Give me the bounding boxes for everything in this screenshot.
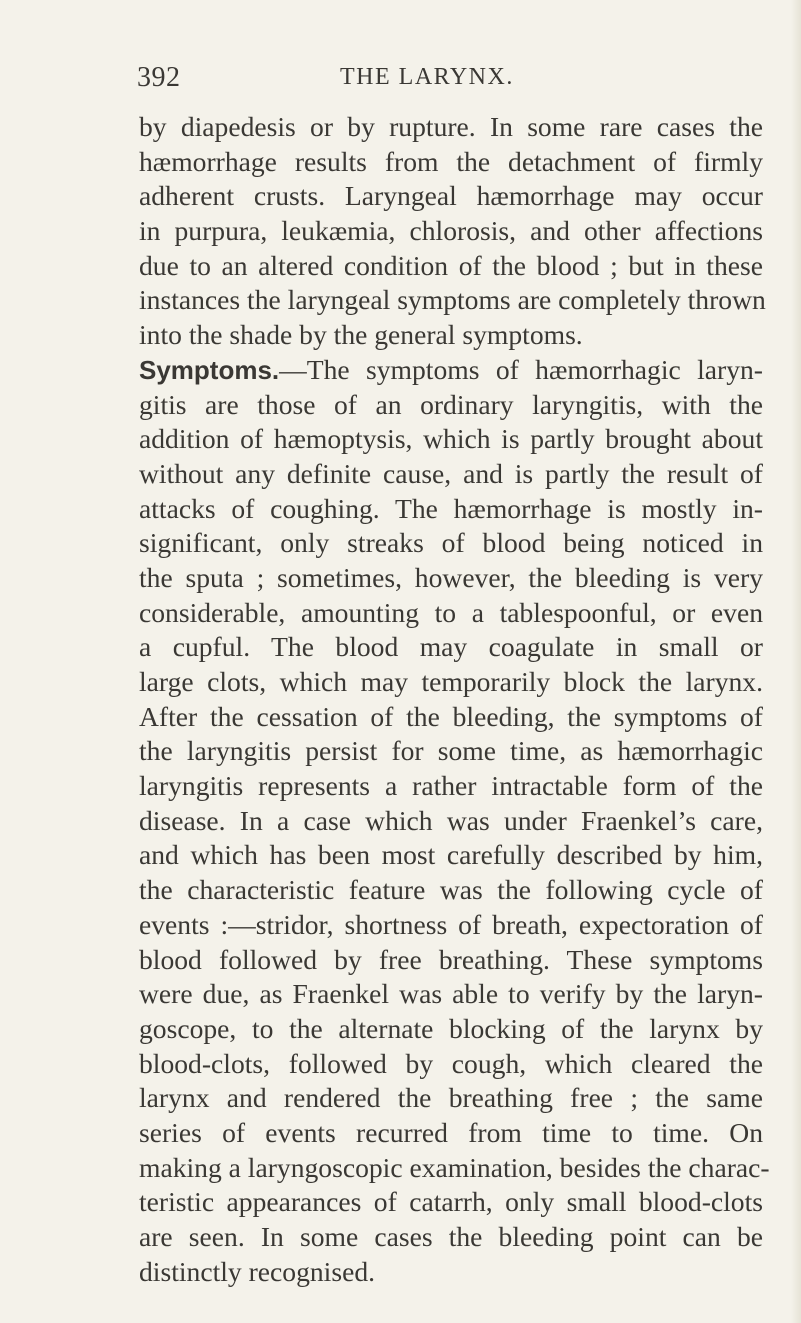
text-line: were due, as Fraenkel was able to verify by the laryn-	[139, 978, 763, 1010]
text-line: a cupful. The blood may coagulate in small or	[139, 631, 763, 663]
text-line: After the cessation of the bleeding, the symptoms of	[139, 700, 763, 732]
text-line: without any definite cause, and is partly the result of	[139, 457, 763, 489]
section-heading: Symptoms.	[139, 354, 280, 385]
text-line: distinctly recognised.	[139, 1255, 376, 1287]
text-line: attacks of coughing. The hæmorrhage is mostly in-	[139, 492, 763, 524]
text-line: larynx and rendered the breathing free ; the same	[139, 1082, 763, 1114]
text-line: blood-clots, followed by cough, which cleared the	[139, 1047, 763, 1079]
text-line: blood followed by free breathing. These symptoms	[139, 943, 763, 975]
text-line: teristic appearances of catarrh, only small blood-clots	[139, 1186, 763, 1218]
text-line: making a laryngoscopic examination, besides the charac-	[139, 1151, 770, 1183]
text-line: in purpura, leukæmia, chlorosis, and other affections	[139, 215, 763, 247]
page-edge-shadow	[791, 0, 801, 1323]
text-line: hæmorrhage results from the detachment of firmly	[139, 145, 763, 177]
text-line: the sputa ; sometimes, however, the bleeding is very	[139, 561, 763, 593]
text-line: considerable, amounting to a tablespoonful, or even	[139, 596, 763, 628]
text-line: events :—stridor, shortness of breath, expectoration of	[139, 908, 763, 940]
text-line-with-heading	[139, 353, 763, 388]
text-line: the characteristic feature was the following cycle of	[139, 874, 763, 906]
text-line: are seen. In some cases the bleeding point can be	[139, 1221, 763, 1252]
text-line: disease. In a case which was under Fraenkel’s care,	[139, 804, 763, 836]
text-line: significant, only streaks of blood being noticed in	[139, 527, 763, 559]
text-line: addition of hæmoptysis, which is partly brought about	[139, 423, 763, 455]
page-number: 392	[137, 62, 181, 93]
text-line: gitis are those of an ordinary laryngitis, with the	[139, 388, 763, 420]
running-head: THE LARYNX.	[340, 64, 514, 90]
text-line: goscope, to the alternate blocking of the larynx by	[139, 1012, 763, 1044]
body-text	[139, 110, 770, 1289]
text-line: by diapedesis or by rupture. In some rare cases the	[139, 111, 763, 142]
page-header	[0, 62, 801, 102]
text-line: adherent crusts. Laryngeal hæmorrhage may occur	[139, 180, 763, 212]
text-line: and which has been most carefully described by him,	[139, 839, 763, 871]
text-line: instances the laryngeal symptoms are completely thrown	[139, 284, 766, 316]
text-line: series of events recurred from time to time. On	[139, 1116, 763, 1148]
text-line: the laryngitis persist for some time, as hæmorrhagic	[139, 735, 763, 767]
text-line: due to an altered condition of the blood ; but in these	[139, 249, 763, 281]
text-line: large clots, which may temporarily block the larynx.	[139, 666, 763, 697]
text-line: into the shade by the general symptoms.	[139, 319, 583, 351]
text-line: laryngitis represents a rather intractable form of the	[139, 770, 763, 802]
text-line-remainder: —The symptoms of hæmorrhagic laryn-	[279, 353, 763, 385]
